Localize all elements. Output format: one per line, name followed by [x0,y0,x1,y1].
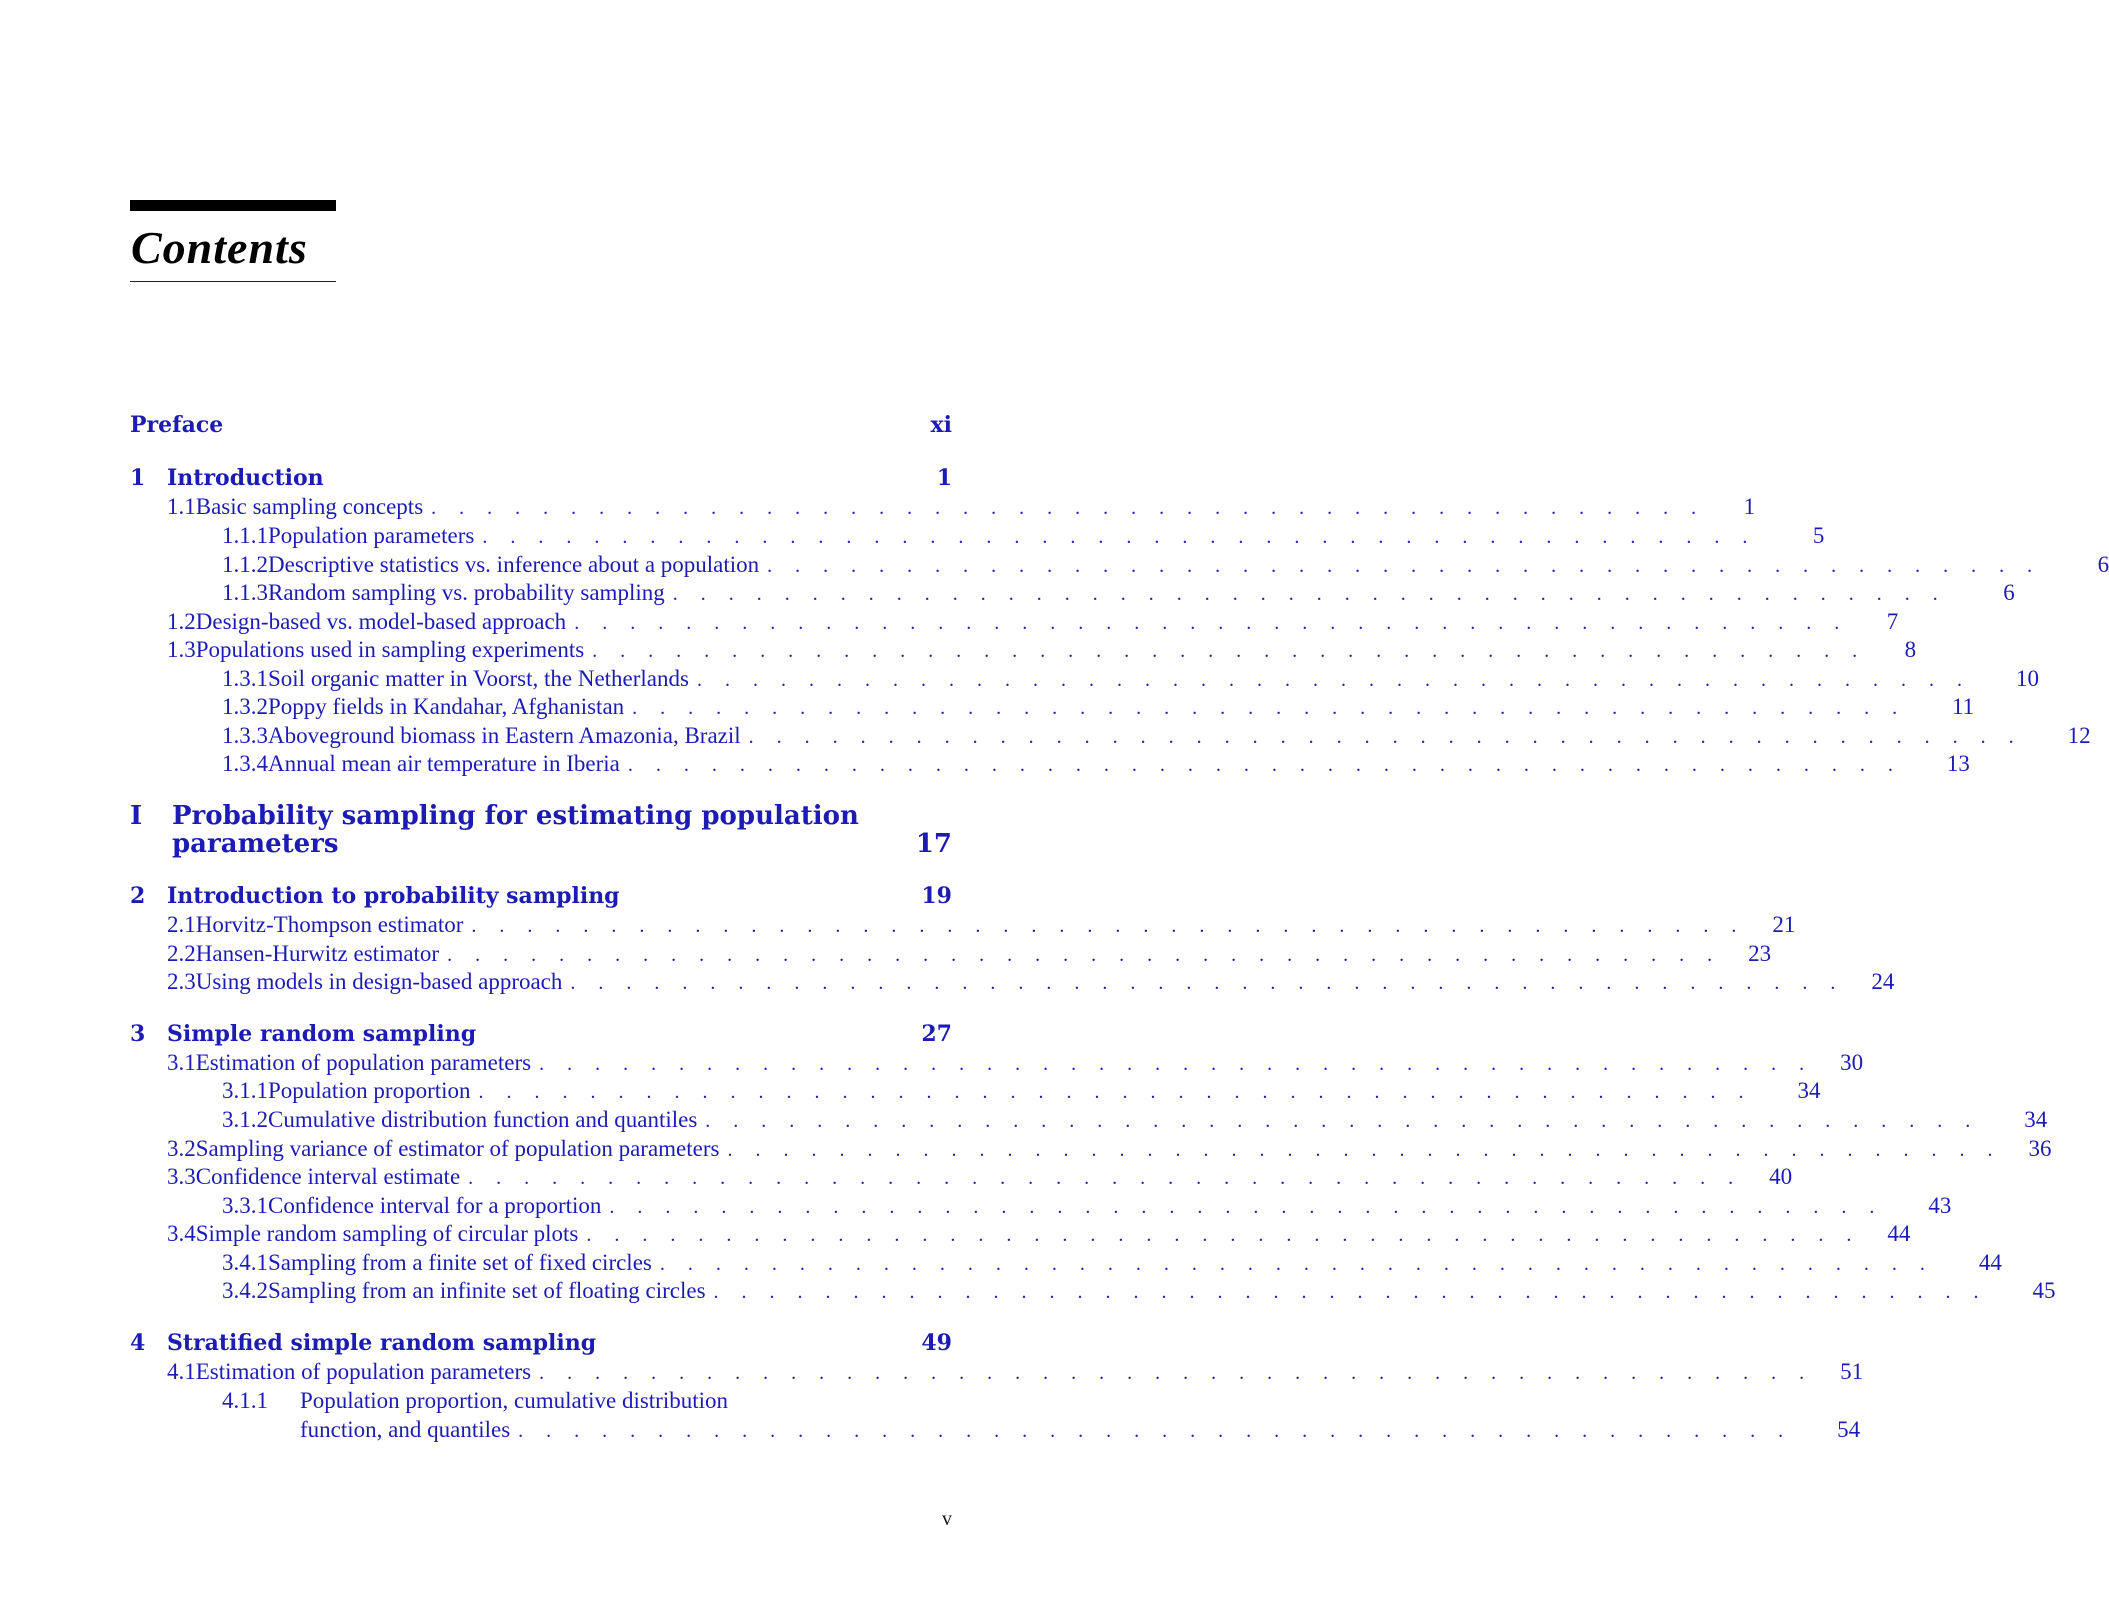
dot-leader: . . . . . . . . . . . . . . . . . . . . . . . . . . . . . . . . . . . . . . . . . . . . . . [468,1167,1743,1189]
page-number: 11 [1952,694,1975,719]
dot-leader: . . . . . . . . . . . . . . . . . . . . . . . . . . . . . . . . . . . . . . . . . . . . . . [539,1362,1814,1384]
page-number: 19 [921,883,952,909]
chapter-number: 3 [130,1021,146,1047]
page-number: 5 [1812,523,1825,548]
subsection-number: 1.3.1 [222,666,268,691]
title-bar [130,200,336,211]
dot-leader: . . . . . . . . . . . . . . . . . . . . . . . . . . . . . . . . . . . . . . . . . . . . . . [727,1139,2002,1161]
dot-leader: . . . . . . . . . . . . . . . . . . . . . . . . . . . . . . . . . . . . . . . . . . . . . . [447,944,1722,966]
toc-entry-subsection[interactable] [130,666,2039,696]
subsection-number: 3.4.1 [222,1250,268,1275]
toc-entry-subsection[interactable] [130,552,2109,582]
section-title[interactable]: Basic sampling concepts [195,494,424,519]
page-number: 6 [2097,552,2109,577]
section-number: 1.1 [167,494,196,519]
section-title[interactable]: Simple random sampling of circular plots [195,1221,579,1246]
page-number: 21 [1772,912,1796,937]
toc-entry-section[interactable] [130,1050,1864,1080]
dot-leader: . . . . . . . . . . . . . . . . . . . . . . . . . . . . . . . . . . . . . . . . . . . . . . [672,583,1947,605]
subsection-title[interactable]: Annual mean air temperature in Iberia [268,751,620,776]
subsection-number: 3.1.2 [222,1107,268,1132]
subsection-number: 1.3.4 [222,751,268,776]
page-number: 7 [1886,609,1899,634]
page-number: 12 [2067,723,2091,748]
dot-leader: . . . . . . . . . . . . . . . . . . . . . . . . . . . . . . . . . . . . . . . . . . . . . . [767,555,2042,577]
dot-leader: . . . . . . . . . . . . . . . . . . . . . . . . . . . . . . . . . . . . . . . . . . . . . . [478,1081,1753,1103]
dot-leader: . . . . . . . . . . . . . . . . . . . . . . . . . . . . . . . . . . . . . . . . . . . . . . [627,754,1902,776]
chapter-number: 2 [130,883,146,909]
page-number: 45 [2032,1278,2056,1303]
page-number: 44 [1887,1221,1911,1246]
page-number: 44 [1978,1250,2002,1275]
toc-entry-section[interactable] [130,609,1899,639]
section-title[interactable]: Confidence interval estimate [195,1164,461,1189]
dot-leader: . . . . . . . . . . . . . . . . . . . . . . . . . . . . . . . . . . . . . . . . . . . . . . [482,526,1757,548]
dot-leader: . . . . . . . . . . . . . . . . . . . . . . . . . . . . . . . . . . . . . . . . . . . . . . [431,497,1706,519]
page-number: 13 [1946,751,1970,776]
section-number: 3.2 [167,1136,196,1161]
page-number: 6 [2003,580,2015,605]
section-number: 1.2 [167,609,196,634]
dot-leader: . . . . . . . . . . . . . . . . . . . . . . . . . . . . . . . . . . . . . . . . . . . . . . [713,1281,1988,1303]
page-number: 54 [1837,1417,1861,1442]
dot-leader: . . . . . . . . . . . . . . . . . . . . . . . . . . . . . . . . . . . . . . . . . . . . . . [574,612,1849,634]
dot-leader: . . . . . . . . . . . . . . . . . . . . . . . . . . . . . . . . . . . . . . . . . . . . . . [632,697,1907,719]
page-number: v [942,1508,952,1530]
dot-leader: . . . . . . . . . . . . . . . . . . . . . . . . . . . . . . . . . . . . . . . . . . . . . . [586,1224,1861,1246]
dot-leader: . . . . . . . . . . . . . . . . . . . . . . . . . . . . . . . . . . . . . . . . . . . . . . [539,1053,1814,1075]
section-title[interactable]: Horvitz-Thompson estimator [195,912,464,937]
page-number: 1 [1743,494,1756,519]
toc-entry-subsection[interactable] [130,523,1825,553]
dot-leader: . . . . . . . . . . . . . . . . . . . . . . . . . . . . . . . . . . . . . . . . . . . . . . [696,669,1971,691]
page-number: 51 [1840,1359,1864,1384]
toc-entry-subsection[interactable] [130,1250,2002,1280]
subsection-title[interactable]: Aboveground biomass in Eastern Amazonia, Brazil [268,723,741,748]
page-number: 27 [921,1021,952,1047]
subsection-number: 3.4.2 [222,1278,268,1303]
dot-leader: . . . . . . . . . . . . . . . . . . . . . . . . . . . . . . . . . . . . . . . . . . . . . . [609,1196,1884,1218]
page-number: xi [930,412,952,438]
toc-entry-subsection[interactable] [130,580,2015,610]
section-number: 3.1 [167,1050,196,1075]
toc-entry-subsection[interactable] [130,751,1970,781]
toc-entry-subsection[interactable] [130,694,1975,724]
section-title[interactable]: Design-based vs. model-based approach [195,609,567,634]
toc-entry-section[interactable] [130,912,1796,942]
toc-entry-subsection[interactable] [130,1278,2056,1308]
section-title[interactable]: Sampling variance of estimator of population parameters [195,1136,720,1161]
dot-leader: . . . . . . . . . . . . . . . . . . . . . . . . . . . . . . . . . . . . . . . . . . . . . . [748,726,2023,748]
toc-entry-section[interactable] [130,969,1895,999]
toc-entry-subsection[interactable] [130,1107,2048,1137]
section-title[interactable]: Estimation of population parameters [195,1050,532,1075]
dot-leader: . . . . . . . . . . . . . . . . . . . . . . . . . . . . . . . . . . . . . . . . . . . . . . [705,1110,1980,1132]
toc-entry-chapter[interactable] [130,412,952,442]
subsection-number: 1.1.1 [222,523,268,548]
page-number: 34 [1797,1078,1821,1103]
section-number: 1.3 [167,637,196,662]
subsection-title[interactable]: Confidence interval for a proportion [268,1193,602,1218]
subsection-number: 1.3.2 [222,694,268,719]
subsection-title[interactable]: Sampling from an infinite set of floating circles [268,1278,706,1303]
section-number: 2.2 [167,941,196,966]
part-number: I [130,801,143,831]
part-title[interactable]: Probability sampling for estimating population [172,801,859,831]
toc-entry-chapter[interactable] [130,1330,952,1360]
chapter-title[interactable]: Introduction [167,465,324,491]
chapter-title[interactable]: Preface [130,412,224,438]
toc-entry-chapter[interactable] [130,465,952,495]
subsection-title[interactable]: Population proportion, cumulative distribution [300,1388,729,1413]
dot-leader: . . . . . . . . . . . . . . . . . . . . . . . . . . . . . . . . . . . . . . . . . . . . . . [471,915,1746,937]
toc-entry-section[interactable] [130,637,1917,667]
chapter-title[interactable]: Simple random sampling [167,1021,477,1047]
subsection-title[interactable]: Cumulative distribution function and quantiles [268,1107,698,1132]
page-number: 1 [936,465,952,491]
toc-entry-subsection[interactable] [130,1078,1821,1108]
subsection-title[interactable]: Sampling from a finite set of fixed circles [268,1250,652,1275]
chapter-title[interactable]: Introduction to probability sampling [167,883,620,909]
page-number: 10 [2015,666,2039,691]
subsection-title[interactable]: Descriptive statistics vs. inference about a population [268,552,760,577]
dot-leader: . . . . . . . . . . . . . . . . . . . . . . . . . . . . . . . . . . . . . . . . . . . . . . [570,972,1845,994]
dot-leader: . . . . . . . . . . . . . . . . . . . . . . . . . . . . . . . . . . . . . . . . . . . . . . [518,1420,1793,1442]
section-number: 2.1 [167,912,196,937]
toc-entry-section[interactable] [130,494,1756,524]
toc-entry-section[interactable] [130,1136,2052,1166]
chapter-number: 4 [130,1330,146,1356]
continuation-line [300,1417,1861,1443]
page-number: 40 [1769,1164,1793,1189]
subsection-number: 1.3.3 [222,723,268,748]
toc-entry-section[interactable] [130,1164,1793,1194]
subsection-title[interactable]: Soil organic matter in Voorst, the Netherlands [268,666,689,691]
chapter-number: 1 [130,465,146,491]
subsection-title[interactable]: Population parameters [268,523,475,548]
section-number: 2.3 [167,969,196,994]
subsection-number: 4.1.1 [222,1388,268,1413]
section-number: 3.4 [167,1221,196,1246]
dot-leader: . . . . . . . . . . . . . . . . . . . . . . . . . . . . . . . . . . . . . . . . . . . . . . [592,640,1867,662]
section-number: 3.3 [167,1164,196,1189]
section-title[interactable]: Populations used in sampling experiments [195,637,585,662]
subsection-number: 1.1.2 [222,552,268,577]
toc-entry-subsection[interactable] [130,1193,1952,1223]
section-number: 4.1 [167,1359,196,1384]
page-number: 30 [1840,1050,1864,1075]
toc-entry-section[interactable] [130,1221,1911,1251]
subsection-number: 3.3.1 [222,1193,268,1218]
toc-entry-subsection[interactable] [130,723,2091,753]
page-number: 43 [1928,1193,1952,1218]
page-number: 17 [915,829,952,859]
dot-leader: . . . . . . . . . . . . . . . . . . . . . . . . . . . . . . . . . . . . . . . . . . . . . . [659,1253,1934,1275]
subsection-number: 3.1.1 [222,1078,268,1103]
part-title-cont[interactable]: parameters [172,829,339,859]
toc-entry-chapter[interactable] [130,1021,952,1051]
chapter-title[interactable]: Stratified simple random sampling [167,1330,597,1356]
page-number: 36 [2028,1136,2052,1161]
toc-entry-chapter[interactable] [130,883,952,913]
subsection-number: 1.1.3 [222,580,268,605]
subsection-title[interactable]: Random sampling vs. probability sampling [268,580,665,605]
page-number: 49 [921,1330,952,1356]
section-title[interactable]: Hansen-Hurwitz estimator [195,941,440,966]
toc-entry-section[interactable] [130,1359,1864,1389]
page-number: 34 [2024,1107,2048,1132]
page-title: Contents [131,222,308,273]
subsection-title[interactable]: Poppy fields in Kandahar, Afghanistan [268,694,625,719]
toc-entry-part[interactable] [130,801,952,861]
subsection-title[interactable]: Population proportion [268,1078,471,1103]
section-title[interactable]: Estimation of population parameters [195,1359,532,1384]
toc-entry-subsection[interactable] [130,1388,1861,1448]
page-number: 8 [1904,637,1917,662]
subsection-title-cont[interactable]: function, and quantiles [300,1417,511,1442]
section-title[interactable]: Using models in design-based approach [195,969,563,994]
page-number: 24 [1871,969,1895,994]
title-rule [130,281,336,282]
toc-entry-section[interactable] [130,941,1772,971]
page-number: 23 [1748,941,1772,966]
